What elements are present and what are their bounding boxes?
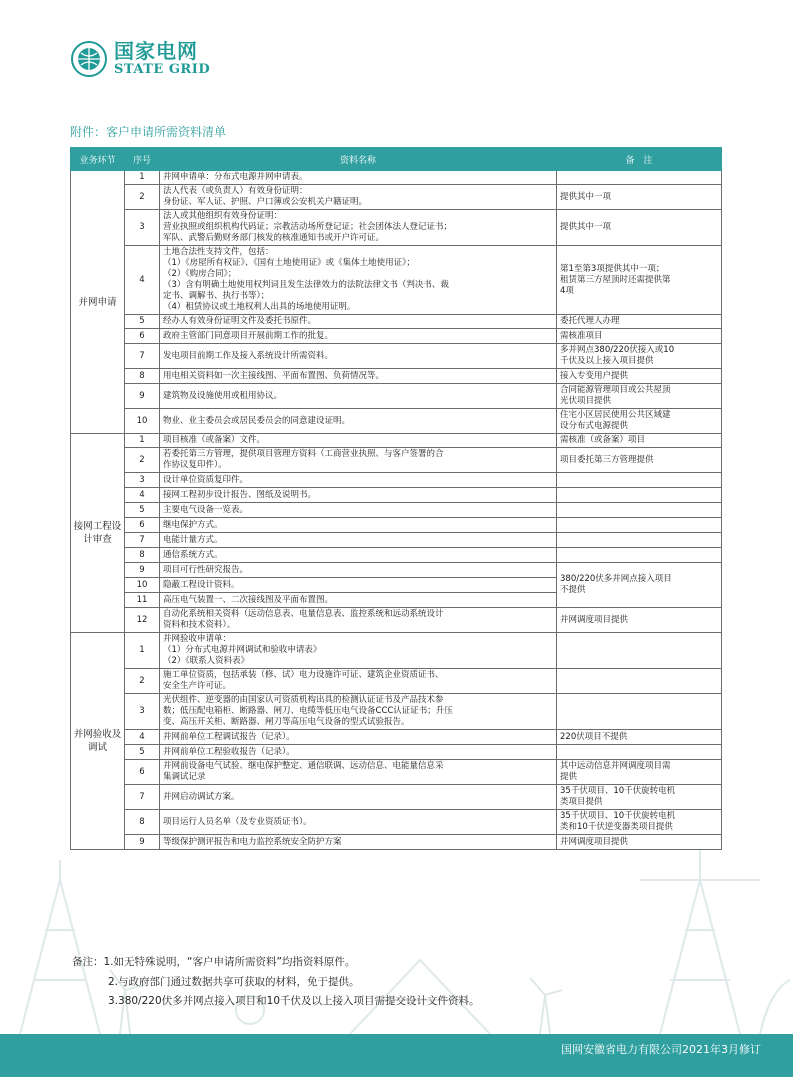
table-row (71, 434, 722, 448)
material-line: 军队、武警后勤财务部门核发的核准通知书或开户许可证。 (163, 233, 385, 243)
table-row (71, 669, 722, 694)
material-cell (160, 578, 557, 593)
table-row (71, 344, 722, 369)
row-number: 2 (125, 185, 160, 210)
row-number: 5 (125, 315, 160, 329)
material-cell (160, 760, 557, 785)
table-row (71, 329, 722, 344)
material-line: （1）分布式电源并网调试和验收申请表》 (163, 645, 322, 655)
material-cell (160, 593, 557, 608)
row-number: 10 (125, 578, 160, 593)
remark-line: 千伏及以上接入项目提供 (560, 356, 654, 366)
table-row (71, 448, 722, 473)
remark-line: 并网调度项目提供 (560, 836, 629, 847)
note-line: 2.与政府部门通过数据共享可获取的材料，免于提供。 (108, 975, 360, 988)
remark-cell (557, 563, 722, 608)
material-line: 用电相关资料如一次主接线图、平面布置图、负荷情况等。 (163, 370, 385, 381)
table-row (71, 518, 722, 533)
row-number: 6 (125, 329, 160, 344)
remark-line: 光伏项目提供 (560, 396, 612, 406)
material-line: 项目可行性研究报告。 (163, 564, 249, 575)
material-cell (160, 503, 557, 518)
material-line: 若委托第三方管理，提供项目管理方资料（工商营业执照、与客户签署的合 (163, 449, 444, 459)
remark-line: 类项目提供 (560, 797, 603, 807)
remark-cell (557, 760, 722, 785)
remark-line: 并网调度项目提供 (560, 614, 629, 625)
table-row (71, 760, 722, 785)
row-number: 8 (125, 369, 160, 384)
table-row (71, 694, 722, 730)
material-line: 设计单位资质复印件。 (163, 474, 249, 485)
table-row (71, 608, 722, 633)
remark-cell (557, 171, 722, 185)
row-number: 9 (125, 563, 160, 578)
row-number: 1 (125, 434, 160, 448)
row-number: 12 (125, 608, 160, 633)
material-line: 身份证、军人证、护照、户口簿或公安机关户籍证明。 (163, 197, 368, 207)
row-number: 8 (125, 810, 160, 835)
remark-line: 不提供 (560, 585, 586, 595)
material-line: 等级保护测评报告和电力监控系统安全防护方案 (163, 836, 342, 847)
remark-line: 380/220伏多并网点接入项目 (560, 574, 672, 584)
remark-line: 租赁第三方屋顶时还需提供第 (560, 274, 671, 285)
material-cell (160, 518, 557, 533)
row-number: 1 (125, 171, 160, 185)
material-line: 经办人有效身份证明文件及委托书原件。 (163, 316, 317, 326)
row-number: 4 (125, 730, 160, 745)
remark-cell (557, 210, 722, 246)
remark-cell (557, 329, 722, 344)
material-line: 并网启动调试方案。 (163, 791, 240, 802)
remark-cell (557, 409, 722, 434)
material-cell (160, 835, 557, 850)
note-line: 备注：1.如无特殊说明，“客户申请所需资料”均指资料原件。 (72, 956, 356, 968)
table-row (71, 473, 722, 488)
remark-cell (557, 730, 722, 745)
material-line: 营业执照或组织机构代码证；宗教活动场所登记证；社会团体法人登记证书； (163, 222, 453, 232)
remark-cell (557, 548, 722, 563)
material-line: 定书、调解书、执行书等）； (163, 291, 270, 301)
material-cell (160, 548, 557, 563)
remark-cell (557, 608, 722, 633)
material-cell (160, 434, 557, 448)
material-line: 数；低压配电箱柜、断路器、闸刀、电缆等低压电气设备CCC认证证书；升压 (163, 706, 453, 716)
remark-line: 住宅小区居民使用公共区域建 (560, 410, 671, 420)
material-line: 并网验收申请单： (163, 634, 232, 644)
note-line: 3.380/220伏多并网点接入项目和10千伏及以上接入项目需提交设计文件资料。 (108, 995, 480, 1007)
table-row (71, 185, 722, 210)
material-line: 物业、业主委员会或居民委员会的同意建设证明。 (163, 415, 351, 426)
remark-cell (557, 185, 722, 210)
row-number: 7 (125, 785, 160, 810)
row-number: 6 (125, 518, 160, 533)
row-number: 3 (125, 694, 160, 730)
remark-line: 设分布式电源提供 (560, 421, 629, 431)
table-row (71, 503, 722, 518)
material-line: （1）《房屋所有权证》、《国有土地使用证》或《集体土地使用证》； (163, 258, 415, 268)
table-row (71, 533, 722, 548)
material-cell (160, 563, 557, 578)
material-line: 变、高压开关柜、断路器、闸刀等高压电气设备的型式试验报告。 (163, 717, 410, 727)
material-cell (160, 488, 557, 503)
page-title: 附件：客户申请所需资料清单 (70, 125, 227, 139)
material-line: 政府主管部门同意项目开展前期工作的批复。 (163, 330, 334, 341)
material-line: 法人或其他组织有效身份证明： (163, 211, 283, 221)
material-line: （2）《购房合同》； (163, 269, 237, 279)
material-line: 集调试记录 (163, 772, 206, 782)
table-row (71, 810, 722, 835)
material-line: 光伏组件、逆变器的由国家认可资质机构出具的检测认证证书及产品技术参 (163, 695, 444, 705)
remark-line: 35千伏项目、10千伏旋转电机 (560, 786, 676, 796)
material-cell (160, 210, 557, 246)
material-line: 施工单位资质，包括承装（修、试）电力设施许可证、建筑企业资质证书、 (163, 670, 444, 680)
remark-line: 提供其中一项 (560, 222, 612, 232)
remark-line: 提供其中一项 (560, 191, 612, 202)
material-cell (160, 344, 557, 369)
remark-line: 类和10千伏逆变器类项目提供 (560, 822, 673, 832)
stage-cell: 并网申请 (71, 171, 125, 434)
material-line: 通信系统方式。 (163, 549, 223, 560)
remark-cell (557, 344, 722, 369)
remark-cell (557, 694, 722, 730)
material-line: 并网申请单：分布式电源并网申请表。 (163, 172, 308, 182)
remark-line: 需核准（或备案）项目 (560, 435, 646, 445)
logo-chinese-name: 国家电网 (114, 39, 198, 63)
material-cell (160, 246, 557, 315)
material-cell (160, 745, 557, 760)
table-row (71, 563, 722, 578)
remark-cell (557, 434, 722, 448)
remark-cell (557, 488, 722, 503)
remark-line: 多并网点380/220伏接入或10 (560, 345, 675, 355)
material-cell (160, 409, 557, 434)
material-line: 项目核准（或备案）文件。 (163, 435, 266, 445)
row-number: 4 (125, 488, 160, 503)
row-number: 9 (125, 835, 160, 850)
material-line: 电能计量方式。 (163, 534, 223, 545)
row-number: 3 (125, 473, 160, 488)
material-cell (160, 608, 557, 633)
material-line: 并网前单位工程调试报告（记录）。 (163, 731, 295, 742)
material-line: 继电保护方式。 (163, 519, 223, 530)
material-line: 法人代表（或负责人）有效身份证明： (163, 186, 308, 196)
table-row (71, 409, 722, 434)
row-number: 10 (125, 409, 160, 434)
row-number: 2 (125, 669, 160, 694)
table-row (71, 633, 722, 669)
table-header-row (71, 148, 722, 171)
remark-line: 项目委托第三方管理提供 (560, 454, 654, 465)
material-line: 自动化系统相关资料（远动信息表、电量信息表、监控系统和远动系统设计 (163, 609, 444, 619)
material-line: 并网前单位工程验收报告（记录）。 (163, 746, 295, 757)
logo-english-name: STATE GRID (114, 62, 211, 77)
material-cell (160, 384, 557, 409)
material-line: 资料和技术资料）。 (163, 620, 236, 630)
stage-cell: 接网工程设计审查 (71, 434, 125, 633)
material-line: 接网工程初步设计报告、图纸及说明书。 (163, 489, 317, 500)
material-line: 高压电气装置一、二次接线图及平面布置图。 (163, 594, 334, 605)
table-row (71, 548, 722, 563)
material-line: 安全生产许可证。 (163, 681, 232, 691)
remark-line: 提供 (560, 772, 578, 782)
remark-cell (557, 810, 722, 835)
remark-line: 合同能源管理项目或公共屋顶 (560, 385, 671, 395)
table-row (71, 730, 722, 745)
row-number: 5 (125, 503, 160, 518)
materials-table (70, 147, 722, 850)
table-row (71, 384, 722, 409)
header-remark: 备 注 (557, 148, 722, 171)
remark-line: 35千伏项目、10千伏旋转电机 (560, 811, 676, 821)
state-grid-globe-icon (70, 40, 108, 78)
row-number: 1 (125, 633, 160, 669)
table-row (71, 835, 722, 850)
row-number: 7 (125, 344, 160, 369)
row-number: 7 (125, 533, 160, 548)
material-line: （2）《联系人资料表》 (163, 656, 250, 666)
header-number: 序号 (125, 148, 160, 171)
remark-cell (557, 384, 722, 409)
footer-text: 国网安徽省电力有限公司2021年3月修订 (561, 1043, 761, 1056)
remark-line: 4项 (560, 285, 574, 296)
table-row (71, 745, 722, 760)
remark-cell (557, 315, 722, 329)
remark-line: 需核准项目 (560, 330, 603, 341)
notes (72, 953, 480, 1012)
remark-cell (557, 473, 722, 488)
row-number: 11 (125, 593, 160, 608)
header-material-name: 资料名称 (160, 148, 557, 171)
row-number: 9 (125, 384, 160, 409)
remark-cell (557, 518, 722, 533)
remark-cell (557, 369, 722, 384)
remark-cell (557, 745, 722, 760)
material-cell (160, 533, 557, 548)
material-line: 主要电气设备一览表。 (163, 504, 249, 515)
row-number: 4 (125, 246, 160, 315)
material-line: 发电项目前期工作及接入系统设计所需资料。 (163, 350, 334, 361)
material-cell (160, 473, 557, 488)
material-cell (160, 448, 557, 473)
stage-cell: 并网验收及调试 (71, 633, 125, 850)
table-row (71, 785, 722, 810)
row-number: 8 (125, 548, 160, 563)
material-cell (160, 633, 557, 669)
remark-cell (557, 246, 722, 315)
material-cell (160, 669, 557, 694)
row-number: 6 (125, 760, 160, 785)
remark-line: 委托代理人办理 (560, 316, 620, 326)
remark-cell (557, 448, 722, 473)
material-cell (160, 329, 557, 344)
row-number: 5 (125, 745, 160, 760)
row-number: 2 (125, 448, 160, 473)
remark-cell (557, 633, 722, 669)
table-row (71, 369, 722, 384)
material-cell (160, 369, 557, 384)
material-cell (160, 810, 557, 835)
table-row (71, 246, 722, 315)
row-number: 3 (125, 210, 160, 246)
material-cell (160, 694, 557, 730)
remark-cell (557, 669, 722, 694)
material-cell (160, 785, 557, 810)
material-line: 并网前设备电气试验、继电保护整定、通信联调、远动信息、电能量信息采 (163, 761, 444, 771)
remark-line: 220伏项目不提供 (560, 731, 628, 742)
material-line: 土地合法性支持文件，包括： (163, 247, 274, 257)
remark-cell (557, 503, 722, 518)
material-cell (160, 315, 557, 329)
remark-cell (557, 533, 722, 548)
table-row (71, 315, 722, 329)
material-line: 建筑物及设施使用或租用协议。 (163, 390, 283, 401)
material-line: 项目运行人员名单（及专业资质证书）。 (163, 816, 312, 827)
material-line: 隐蔽工程设计资料。 (163, 579, 240, 590)
material-cell (160, 171, 557, 185)
footer-bar (0, 1034, 793, 1077)
state-grid-logo (70, 40, 210, 78)
table-row (71, 488, 722, 503)
remark-line: 其中远动信息并网调度项目需 (560, 761, 671, 771)
material-cell (160, 185, 557, 210)
remark-line: 接入专变用户提供 (560, 370, 629, 381)
table-row (71, 210, 722, 246)
remark-cell (557, 835, 722, 850)
material-line: （4）租赁协议或土地权利人出具的场地使用证明。 (163, 302, 356, 312)
remark-cell (557, 785, 722, 810)
remark-line: 第1至第3项提供其中一项； (560, 263, 665, 274)
material-cell (160, 730, 557, 745)
material-line: 作协议复印件）。 (163, 460, 227, 470)
header-stage: 业务环节 (71, 148, 125, 171)
material-line: （3）含有明确土地使用权判词且发生法律效力的法院法律文书（判决书、裁 (163, 280, 449, 290)
table-row (71, 171, 722, 185)
